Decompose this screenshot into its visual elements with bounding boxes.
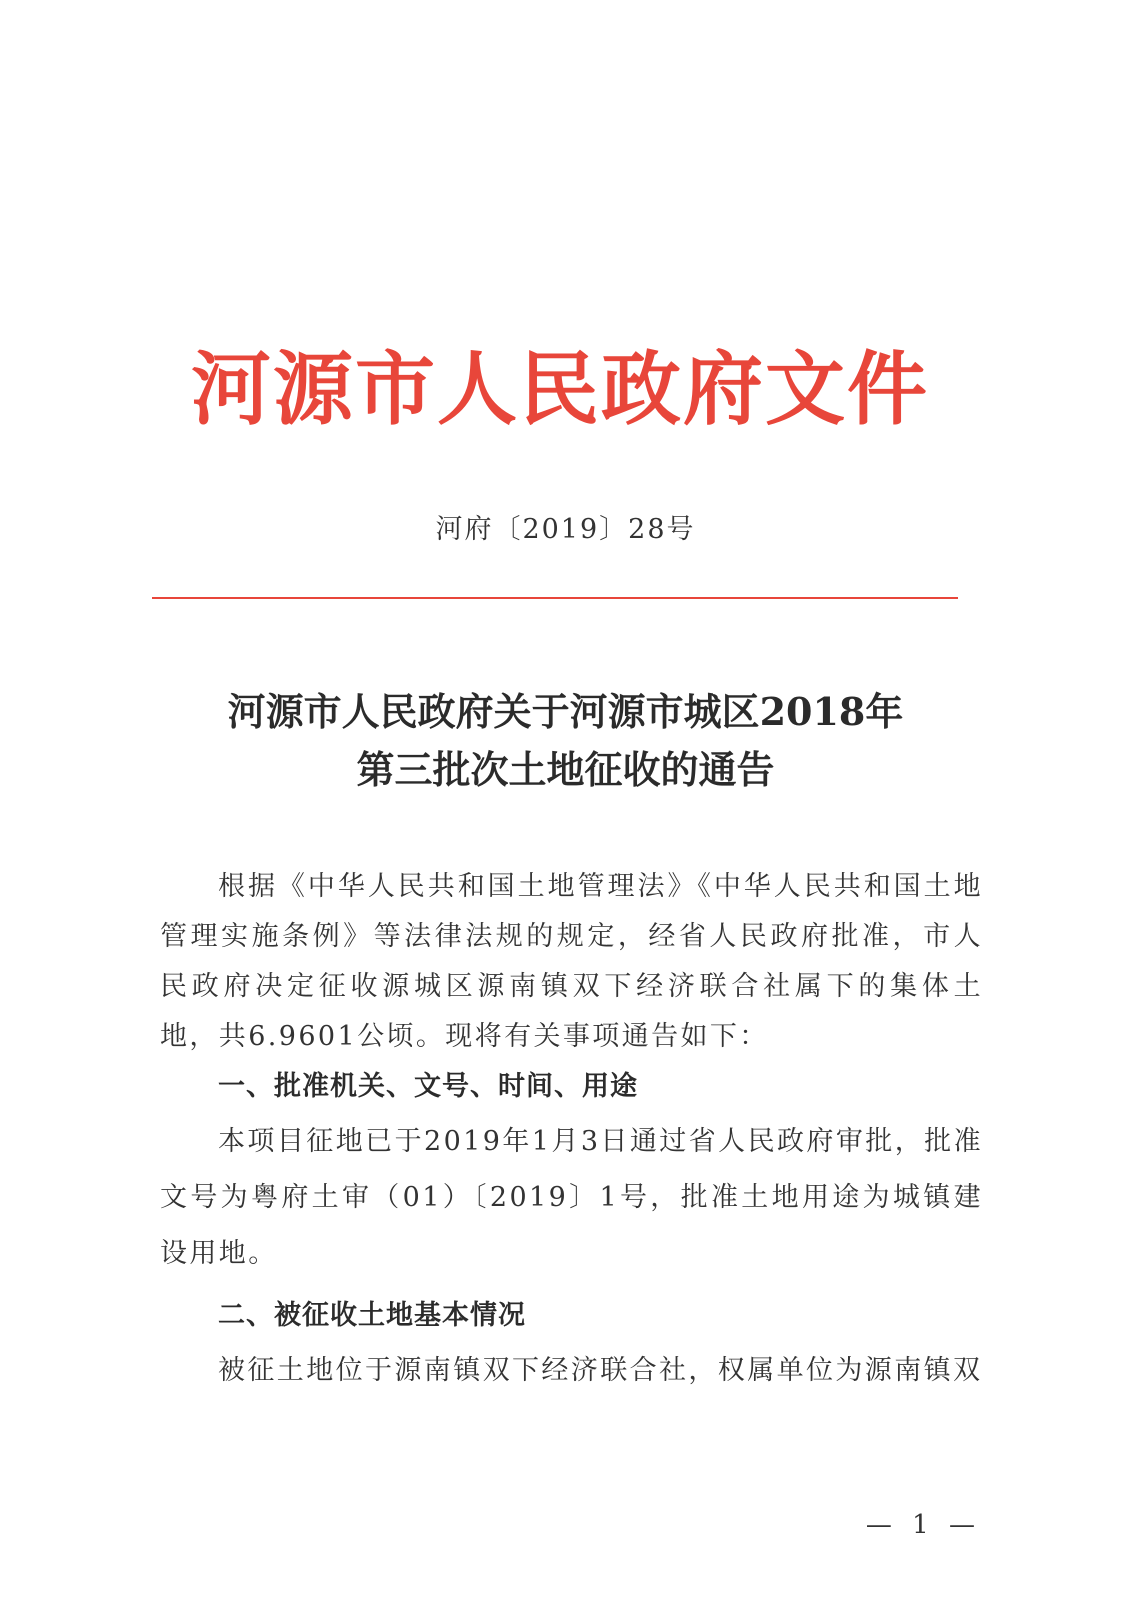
page-number: — 1 — (865, 1510, 981, 1540)
document-number: 河府〔2019〕28号 (435, 514, 696, 545)
section-1-heading: 一、批准机关、文号、时间、用途 (218, 1071, 638, 1102)
intro-paragraph: 根据《中华人民共和国土地管理法》《中华人民共和国土地管理实施条例》等法律法规的规定，经省人民政府批准，市人民政府决定征收源城区源南镇双下经济联合社属下的集体土地，共6.9601公顷。现将有关事项通告如下： (160, 871, 983, 1052)
notice-title-line-2: 第三批次土地征收的通告 (356, 747, 775, 792)
notice-title-line-1: 河源市人民政府关于河源市城区2018年 (227, 689, 904, 734)
notice-body (160, 862, 983, 1398)
masthead-title: 河源市人民政府文件 (191, 343, 929, 436)
section-2-heading: 二、被征收土地基本情况 (218, 1300, 526, 1331)
section-1-paragraph: 本项目征地已于2019年1月3日通过省人民政府审批，批准文号为粤府土审（01）〔2019〕1号，批准土地用途为城镇建设用地。 (160, 1126, 983, 1269)
notice-title (0, 683, 1131, 799)
section-2-paragraph: 被征土地位于源南镇双下经济联合社，权属单位为源南镇双 (218, 1355, 983, 1386)
red-divider-line (152, 597, 958, 599)
